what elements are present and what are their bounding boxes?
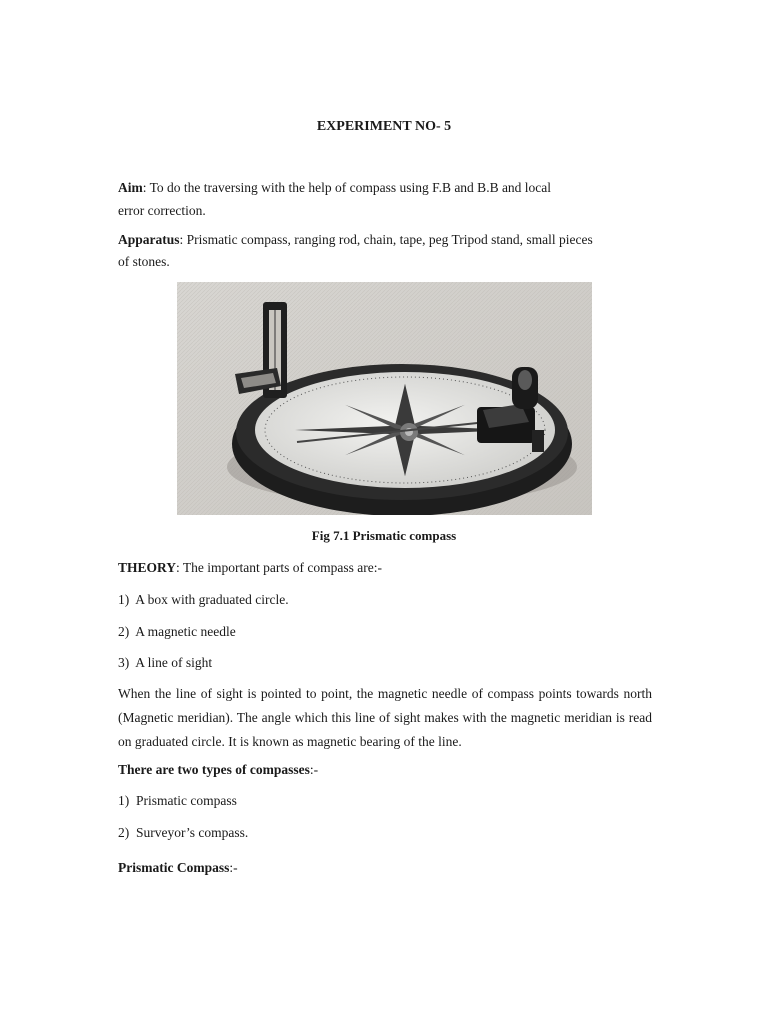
list-item-number: 2) [118, 624, 130, 639]
list-item-text: Prismatic compass [136, 793, 237, 808]
apparatus-label: Apparatus [118, 232, 180, 247]
list-item-number: 2) [118, 825, 130, 840]
aim-label: Aim [118, 180, 143, 195]
list-item-text: A box with graduated circle. [135, 592, 289, 607]
list-item-number: 3) [118, 655, 130, 670]
list-item-number: 1) [118, 592, 130, 607]
prismatic-compass-heading [118, 858, 652, 878]
prismatic-compass-label: Prismatic Compass [118, 860, 230, 875]
theory-text: : The important parts of compass are:- [176, 560, 382, 575]
compass-types-heading [118, 760, 652, 780]
apparatus-section [118, 230, 652, 250]
aim-text-line2: error correction. [118, 203, 206, 218]
aim-section [118, 178, 652, 198]
apparatus-text-line2: of stones. [118, 254, 170, 269]
list-item-text: A magnetic needle [135, 624, 236, 639]
list-item-number: 1) [118, 793, 130, 808]
compass-types-suffix: :- [309, 762, 319, 777]
apparatus-text-line1: : Prismatic compass, ranging rod, chain, tape, peg Tripod stand, small pieces [179, 232, 593, 247]
aim-text-line1: : To do the traversing with the help of compass using F.B and B.B and local [142, 180, 552, 195]
compass-types-label: There are two types of compasses [118, 762, 310, 777]
list-item [118, 823, 652, 843]
list-item [118, 590, 652, 610]
page-title: EXPERIMENT NO- 5 [316, 119, 452, 134]
prismatic-compass-suffix: :- [229, 860, 238, 875]
list-item-text: Surveyor’s compass. [136, 825, 249, 840]
theory-section [118, 558, 652, 578]
list-item [118, 622, 652, 642]
theory-label: THEORY [118, 560, 177, 575]
prismatic-compass-photo [177, 282, 592, 515]
list-item [118, 791, 652, 811]
theory-paragraph: When the line of sight is pointed to point, the magnetic needle of compass points towards north (Magnetic meridian). The angle which this line of sight makes with the magnetic meridian is read on graduated circle. It is known as magnetic bearing of the line. [118, 686, 652, 749]
list-item-text: A line of sight [135, 655, 213, 670]
figure-caption: Fig 7.1 Prismatic compass [311, 528, 457, 543]
list-item [118, 653, 652, 673]
